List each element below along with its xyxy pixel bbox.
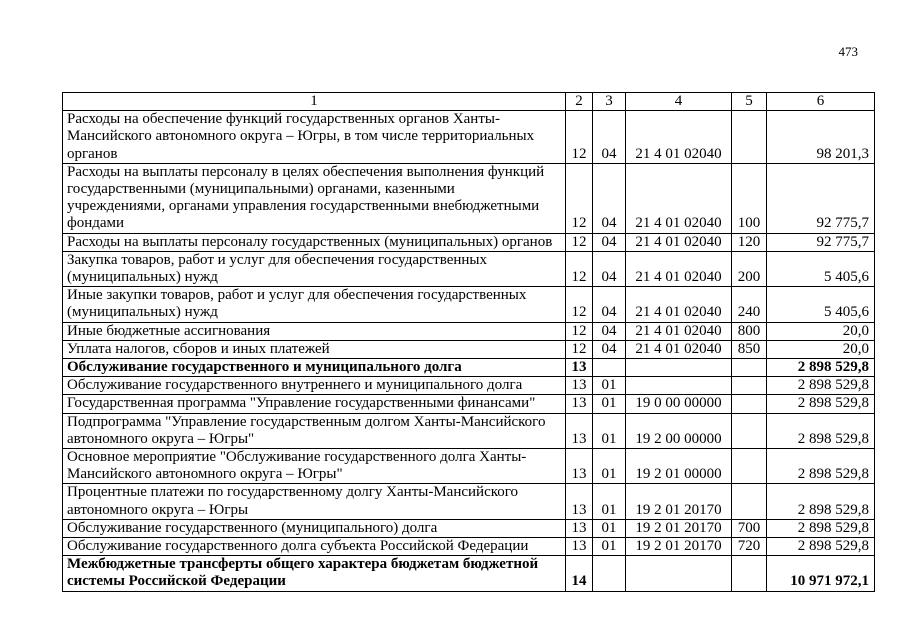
section-code: 12: [566, 251, 593, 286]
subsection-code: 01: [593, 519, 626, 537]
section-code: 12: [566, 233, 593, 251]
table-row: [63, 340, 875, 358]
line-item-name: Подпрограмма "Управление государственным долгом Ханты-Мансийского автономного округа – Югры": [63, 413, 566, 448]
section-code: 12: [566, 322, 593, 340]
subsection-code: 04: [593, 287, 626, 322]
subsection-code: [593, 359, 626, 377]
line-item-name: Основное мероприятие "Обслуживание государственного долга Ханты- Мансийского автономного округа – Югры": [63, 449, 566, 484]
budget-table: [62, 92, 875, 592]
program-code: 21 4 01 02040: [626, 163, 732, 233]
table-row: [63, 322, 875, 340]
column-header-1: 1: [63, 93, 566, 111]
line-item-name: Расходы на обеспечение функций государственных органов Ханты- Мансийского автономного округа – Югры, в том числе территориальных органов: [63, 111, 566, 164]
subsection-code: 01: [593, 413, 626, 448]
column-header-2: 2: [566, 93, 593, 111]
expense-type-code: [732, 377, 767, 395]
subsection-code: [593, 556, 626, 591]
amount-value: 2 898 529,8: [767, 413, 875, 448]
header-row: [63, 93, 875, 111]
program-code: 19 2 01 20170: [626, 519, 732, 537]
section-code: 13: [566, 449, 593, 484]
column-header-5: 5: [732, 93, 767, 111]
subsection-code: 01: [593, 484, 626, 519]
line-item-name: Межбюджетные трансферты общего характера бюджетам бюджетной системы Российской Федерации: [63, 556, 566, 591]
amount-value: 5 405,6: [767, 287, 875, 322]
subsection-code: 04: [593, 251, 626, 286]
line-item-name: Уплата налогов, сборов и иных платежей: [63, 340, 566, 358]
section-code: 13: [566, 395, 593, 413]
amount-value: 20,0: [767, 322, 875, 340]
line-item-name: Обслуживание государственного внутреннего и муниципального долга: [63, 377, 566, 395]
amount-value: 2 898 529,8: [767, 538, 875, 556]
table-header: [63, 93, 875, 111]
line-item-name: Обслуживание государственного (муниципального) долга: [63, 519, 566, 537]
program-code: 19 2 01 00000: [626, 449, 732, 484]
line-item-name: Расходы на выплаты персоналу государственных (муниципальных) органов: [63, 233, 566, 251]
line-item-name: Процентные платежи по государственному долгу Ханты-Мансийского автономного округа – Югры: [63, 484, 566, 519]
amount-value: 10 971 972,1: [767, 556, 875, 591]
amount-value: 98 201,3: [767, 111, 875, 164]
table-body: [63, 111, 875, 591]
line-item-name: Государственная программа "Управление государственными финансами": [63, 395, 566, 413]
program-code: [626, 377, 732, 395]
line-item-name: Обслуживание государственного долга субъекта Российской Федерации: [63, 538, 566, 556]
line-item-name: Иные закупки товаров, работ и услуг для обеспечения государственных (муниципальных) нужд: [63, 287, 566, 322]
subsection-code: 01: [593, 395, 626, 413]
expense-type-code: [732, 449, 767, 484]
program-code: 21 4 01 02040: [626, 233, 732, 251]
program-code: 19 2 01 20170: [626, 484, 732, 519]
expense-type-code: 720: [732, 538, 767, 556]
expense-type-code: 700: [732, 519, 767, 537]
table-row: [63, 287, 875, 322]
program-code: 19 2 00 00000: [626, 413, 732, 448]
table-row: [63, 449, 875, 484]
table-row: [63, 395, 875, 413]
table-row: [63, 413, 875, 448]
section-code: 13: [566, 484, 593, 519]
amount-value: 2 898 529,8: [767, 377, 875, 395]
table-row: [63, 519, 875, 537]
line-item-name: Обслуживание государственного и муниципального долга: [63, 359, 566, 377]
section-code: 13: [566, 519, 593, 537]
subsection-code: 04: [593, 233, 626, 251]
expense-type-code: 100: [732, 163, 767, 233]
program-code: 19 0 00 00000: [626, 395, 732, 413]
section-code: 12: [566, 111, 593, 164]
amount-value: 20,0: [767, 340, 875, 358]
column-header-3: 3: [593, 93, 626, 111]
table-row: [63, 251, 875, 286]
subsection-code: 01: [593, 538, 626, 556]
amount-value: 92 775,7: [767, 233, 875, 251]
subsection-code: 01: [593, 449, 626, 484]
table-row: [63, 538, 875, 556]
amount-value: 2 898 529,8: [767, 359, 875, 377]
column-header-4: 4: [626, 93, 732, 111]
section-code: 13: [566, 413, 593, 448]
subsection-code: 04: [593, 111, 626, 164]
expense-type-code: 240: [732, 287, 767, 322]
amount-value: 2 898 529,8: [767, 519, 875, 537]
expense-type-code: [732, 556, 767, 591]
program-code: 21 4 01 02040: [626, 340, 732, 358]
section-code: 13: [566, 359, 593, 377]
program-code: 21 4 01 02040: [626, 322, 732, 340]
table-row: [63, 359, 875, 377]
expense-type-code: [732, 395, 767, 413]
section-code: 13: [566, 538, 593, 556]
table-row: [63, 233, 875, 251]
line-item-name: Закупка товаров, работ и услуг для обеспечения государственных (муниципальных) нужд: [63, 251, 566, 286]
table-row: [63, 163, 875, 233]
subsection-code: 04: [593, 163, 626, 233]
section-code: 12: [566, 163, 593, 233]
program-code: 21 4 01 02040: [626, 111, 732, 164]
amount-value: 2 898 529,8: [767, 484, 875, 519]
section-code: 13: [566, 377, 593, 395]
table-row: [63, 377, 875, 395]
amount-value: 2 898 529,8: [767, 449, 875, 484]
program-code: [626, 556, 732, 591]
line-item-name: Расходы на выплаты персоналу в целях обеспечения выполнения функций государственными (муниципальными) органами, казенными учреждениями, органами управления государственными внебюджетными фондами: [63, 163, 566, 233]
program-code: 21 4 01 02040: [626, 251, 732, 286]
section-code: 12: [566, 340, 593, 358]
amount-value: 92 775,7: [767, 163, 875, 233]
expense-type-code: 120: [732, 233, 767, 251]
expense-type-code: [732, 359, 767, 377]
program-code: [626, 359, 732, 377]
program-code: 19 2 01 20170: [626, 538, 732, 556]
expense-type-code: 800: [732, 322, 767, 340]
column-header-6: 6: [767, 93, 875, 111]
amount-value: 5 405,6: [767, 251, 875, 286]
table-row: [63, 484, 875, 519]
expense-type-code: [732, 413, 767, 448]
line-item-name: Иные бюджетные ассигнования: [63, 322, 566, 340]
program-code: 21 4 01 02040: [626, 287, 732, 322]
table-row: [63, 556, 875, 591]
section-code: 12: [566, 287, 593, 322]
expense-type-code: [732, 484, 767, 519]
expense-type-code: 200: [732, 251, 767, 286]
subsection-code: 04: [593, 340, 626, 358]
expense-type-code: 850: [732, 340, 767, 358]
subsection-code: 01: [593, 377, 626, 395]
section-code: 14: [566, 556, 593, 591]
table-row: [63, 111, 875, 164]
page-number: 473: [838, 44, 858, 59]
amount-value: 2 898 529,8: [767, 395, 875, 413]
subsection-code: 04: [593, 322, 626, 340]
expense-type-code: [732, 111, 767, 164]
